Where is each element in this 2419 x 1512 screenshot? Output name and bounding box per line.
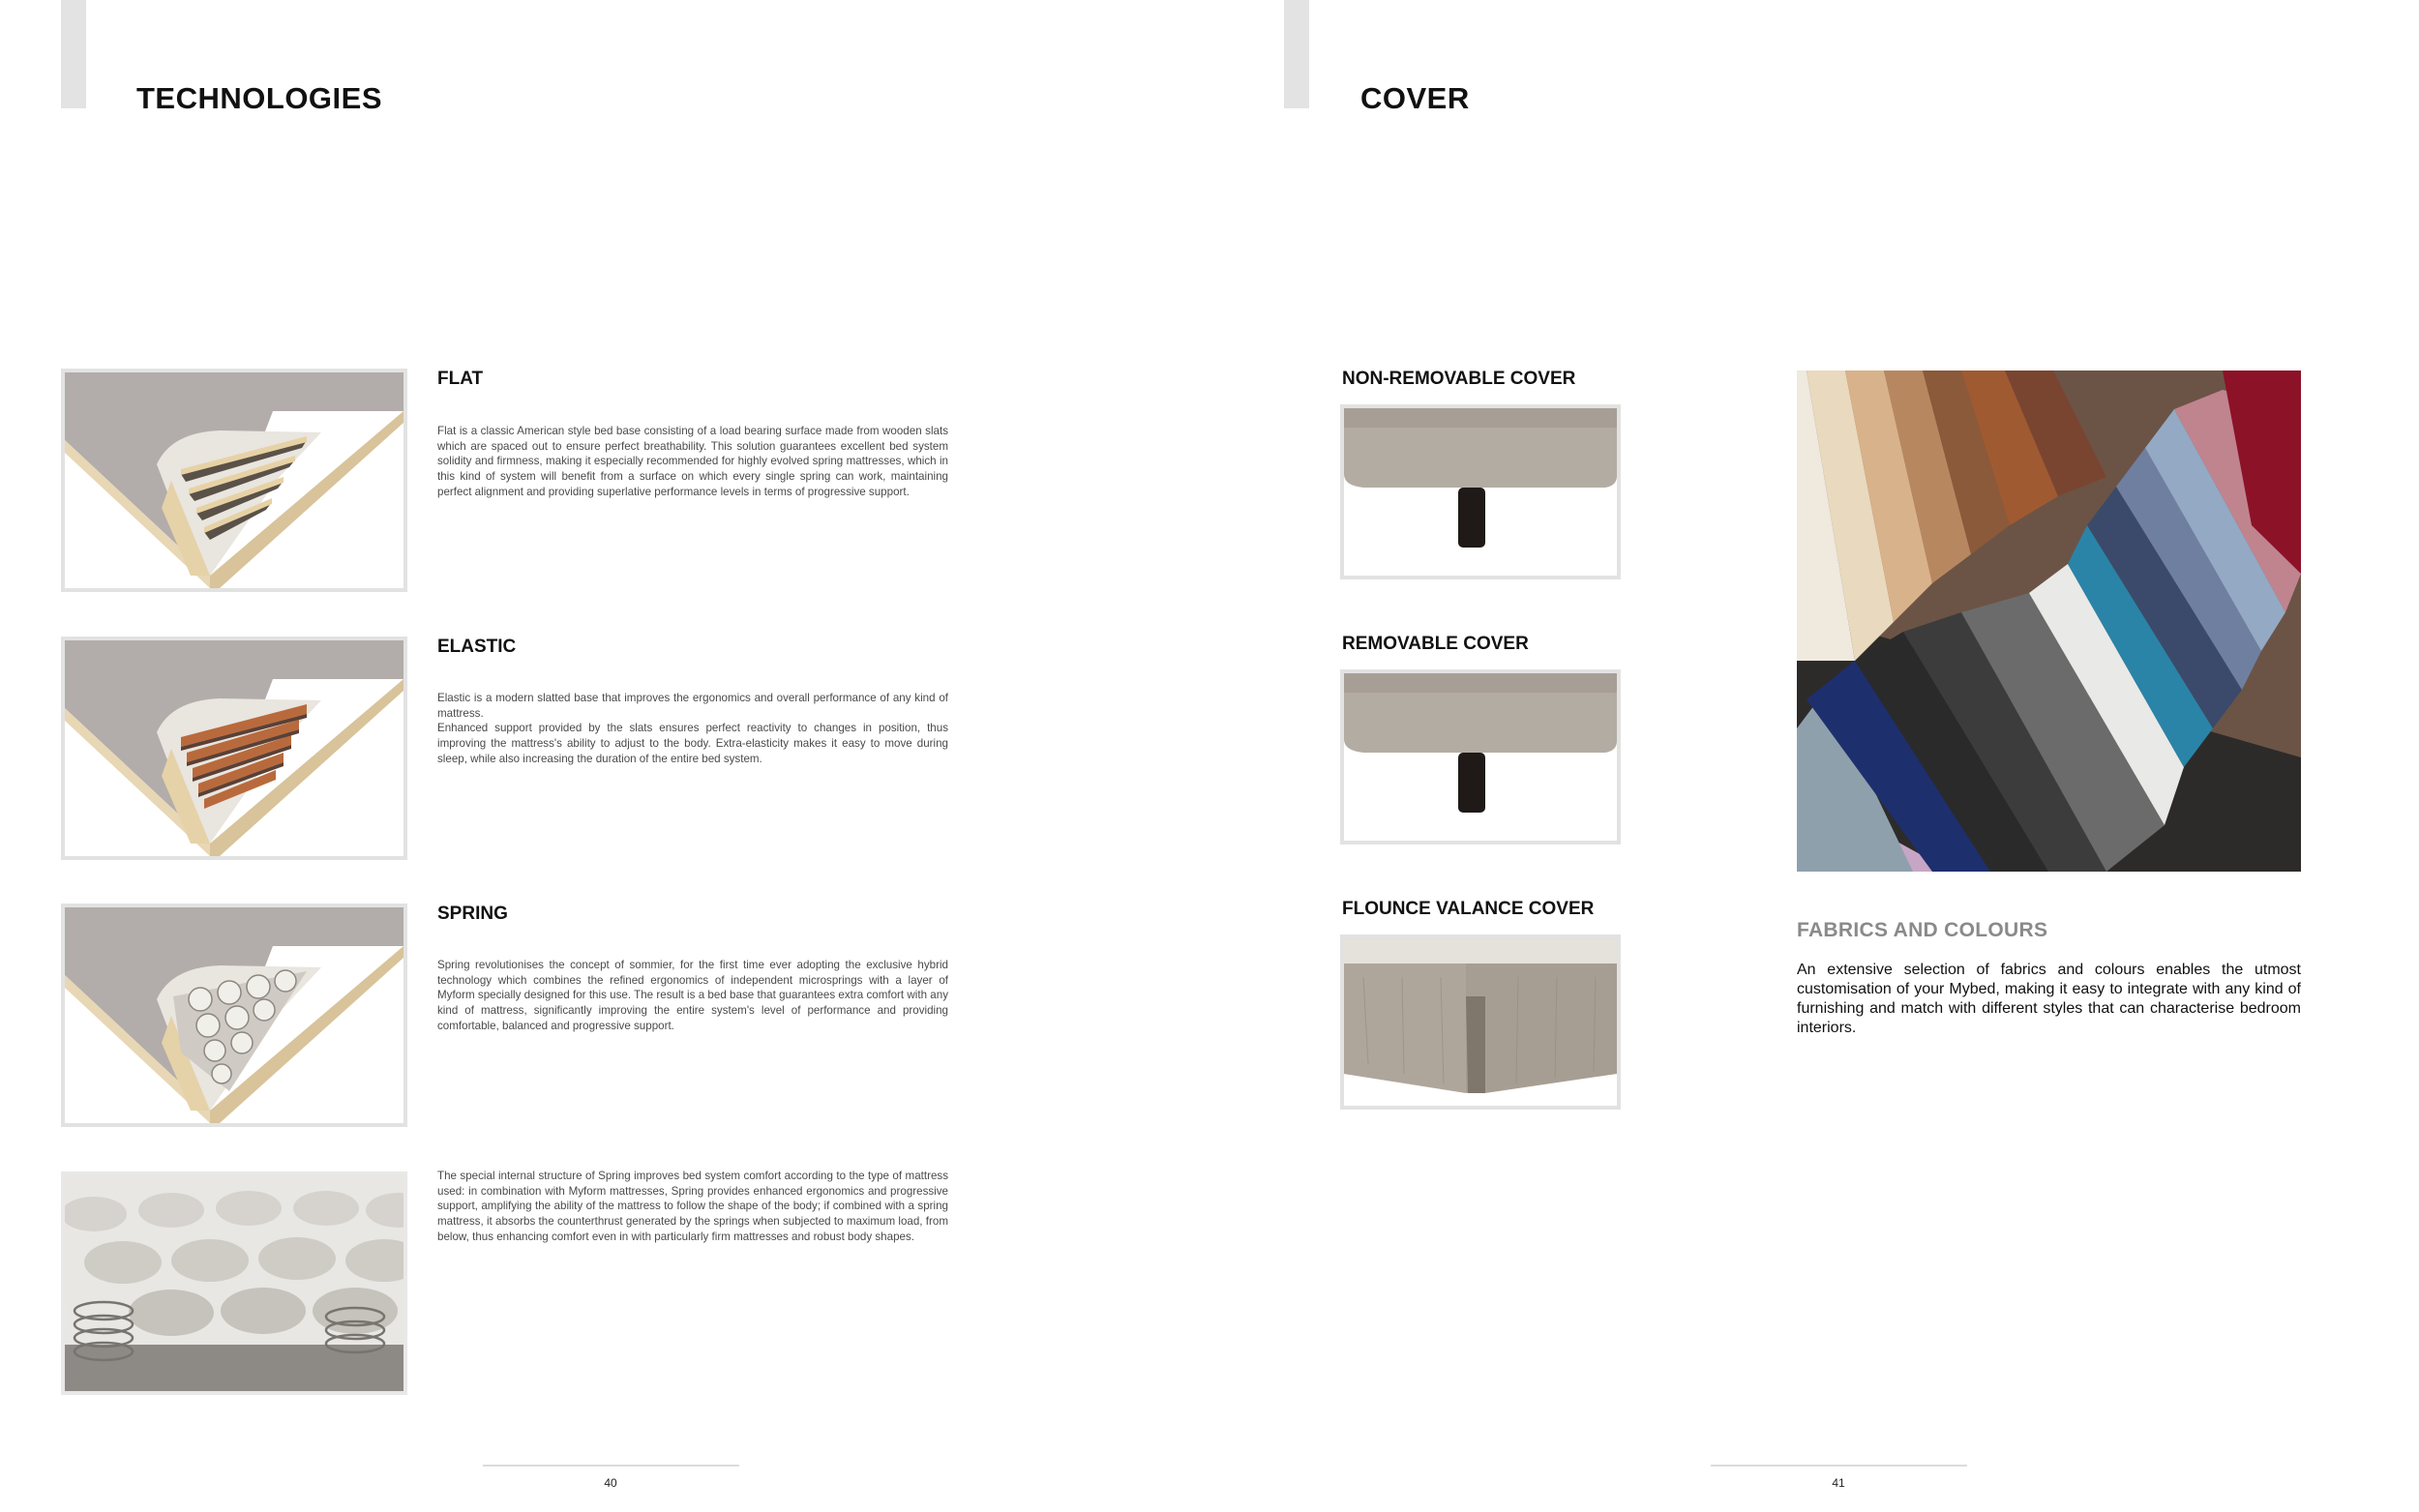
flat-heading: FLAT: [437, 369, 484, 389]
page-title-technologies: TECHNOLOGIES: [136, 81, 383, 115]
fabric-swatches-image: [1797, 371, 2301, 872]
removable-cover-image: [1340, 669, 1621, 845]
fabrics-and-colours-description: An extensive selection of fabrics and colours enables the utmost customisation of your Mybed, making it easy to integrate with any kind of furnishing and match with different styles that can characterise bedroom interiors.: [1797, 962, 2301, 1036]
flounce-valance-cover-image: [1340, 934, 1621, 1110]
spring-detail-image: [61, 1171, 407, 1395]
page-title-cover: COVER: [1360, 81, 1470, 115]
non-removable-cover-heading: NON-REMOVABLE COVER: [1342, 369, 1576, 389]
spring-heading: SPRING: [437, 904, 508, 924]
page-number-left: 40: [604, 1476, 617, 1490]
spring-detail-description: The special internal structure of Spring improves bed system comfort according to the type of mattress used: in combination with Myform mattresses, Spring provides enhanced ergonomics and progressive support, amplifying the ability of the mattress to follow the shape of the body; if combined with a spring mattress, it absorbs the counterthrust generated by the springs when subjected to maximum load, from below, thus enhancing comfort even in with particularly firm mattresses and robust body shapes.: [437, 1170, 948, 1243]
non-removable-cover-image: [1340, 404, 1621, 579]
elastic-description: Elastic is a modern slatted base that improves the ergonomics and overall performance of any kind of mattress. Enhanced support provided by the slats ensures perfect reactivity to changes in position, thus improving the mattress's ability to adjust to the body. Extra-elasticity makes it easy to move during sleep, while also increasing the duration of the entire bed system.: [437, 692, 948, 765]
page-number-right: 41: [1832, 1476, 1845, 1490]
fabrics-and-colours-heading: FABRICS AND COLOURS: [1797, 919, 2048, 941]
flat-description: Flat is a classic American style bed base consisting of a load bearing surface made from wooden slats which are spaced out to ensure perfect breathability. This solution guarantees excellent bed system solidity and firmness, making it especially recommended for highly evolved spring mattresses, which in this kind of system will benefit from a surface on which every single spring can work, maintaining perfect alignment and providing superlative performance levels in terms of progressive support.: [437, 425, 948, 498]
elastic-base-image: [61, 637, 407, 860]
spring-description: Spring revolutionises the concept of sommier, for the first time ever adopting the exclusive hybrid technology which combines the refined ergonomics of independent microsprings with a layer of Myform specially designed for this use. The result is a bed base that guarantees extra comfort with any kind of mattress, significantly improving the entire system's level of performance and providing comfortable, balanced and progressive support.: [437, 959, 948, 1032]
removable-cover-heading: REMOVABLE COVER: [1342, 634, 1529, 654]
right-footer-rule: [1711, 1465, 1967, 1467]
left-footer-rule: [483, 1465, 739, 1467]
flat-base-image: [61, 369, 407, 592]
elastic-heading: ELASTIC: [437, 637, 517, 657]
spring-base-image: [61, 904, 407, 1127]
flounce-valance-cover-heading: FLOUNCE VALANCE COVER: [1342, 899, 1595, 919]
left-page-tab-marker: [61, 0, 86, 108]
right-page-tab-marker: [1284, 0, 1309, 108]
